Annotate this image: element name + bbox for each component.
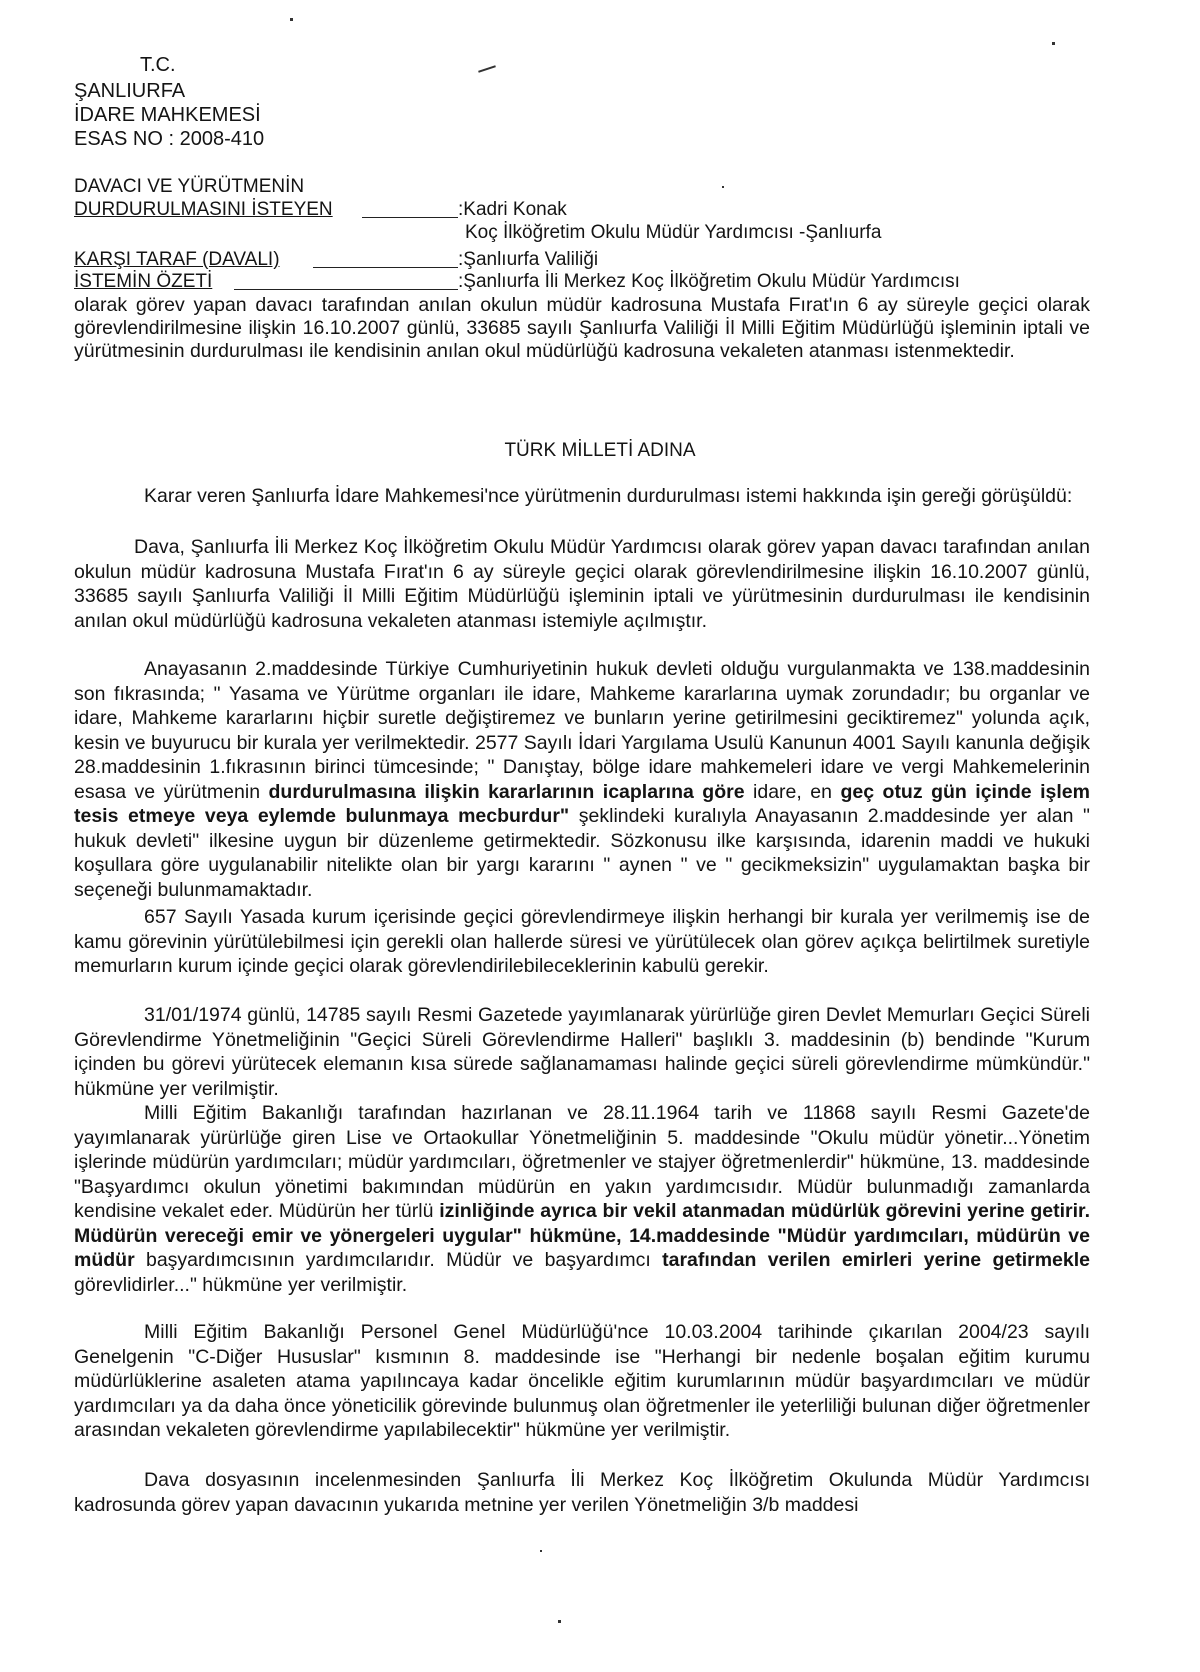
summary-label-rule: [234, 289, 458, 290]
paragraph-school-regulation-text-c: görevlidirler..." hükmüne yer verilmiştir.: [74, 1273, 408, 1296]
paragraph-constitution-text-c: şeklindeki kuralıyla Anayasanın 2.maddesinde yer alan " hukuk devleti" ilkesine uygun bir düzenleme getirmektedir. Sözkonusu ilke karşısında, idarenin maddi ve hukuki koşullara göre uygulanabilir nitelikte olan bir yargı kararını " aynen " ve " gecikmeksizin" uygulamaktan başka bir seçeneği bulunmamaktadır.: [74, 805, 1090, 901]
paragraph-school-regulation-bold-a: izinliğinde ayrıca bir vekil atanmadan müdürlük görevini yerine getirir. Müdürün vereceği emir ve yönergeleri uygular" hükmüne, 14.maddesinde "Müdür yardımcıları, müdürün ve müdür: [74, 1200, 1090, 1271]
scan-speck: [540, 1550, 542, 1552]
summary-first-line: :Şanlıurfa İli Merkez Koç İlköğretim Okulu Müdür Yardımcısı: [458, 271, 960, 292]
defendant-label-rule: [313, 267, 458, 268]
paragraph-school-regulation: [74, 1101, 1090, 1297]
paragraph-law-657: 657 Sayılı Yasada kurum içerisinde geçici görevlendirmeye ilişkin herhangi bir kurala yer verilmemiş ise de kamu görevinin yürütülebilmesi için gerekli olan hallerde süresi ve yürütülecek olan görev açıkça belirtilmek suretiyle memurların kurum içinde geçici olarak görevlendirilebileceklerinin kabulü gerekir.: [74, 906, 1090, 977]
defendant-name: :Şanlıurfa Valiliği: [458, 249, 599, 270]
summary-text: olarak görev yapan davacı tarafından anılan okulun müdür kadrosuna Mustafa Fırat'ın 6 ay süreyle geçici olarak görevlendirilmesine ilişkin 16.10.2007 günlü, 33685 sayılı Şanlıurfa Valiliği İl Milli Eğitim Müdürlüğü işleminin iptali ve yürütmesinin durdurulması ile kendisinin anılan okul müdürlüğü kadrosuna vekaleten atanması istenmektedir.: [74, 294, 1090, 362]
header-tc: T.C.: [140, 54, 176, 76]
paragraph-file-review: Dava dosyasının incelenmesinden Şanlıurfa İli Merkez Koç İlköğretim Okulunda Müdür Yardımcısı kadrosunda görev yapan davacının yukarıda metnine yer verilen Yönetmeliğin 3/b maddesi: [74, 1469, 1090, 1516]
scan-speck: [722, 186, 724, 188]
plaintiff-title: Koç İlköğretim Okulu Müdür Yardımcısı -Şanlıurfa: [465, 222, 882, 243]
paragraph-regulation-1974: 31/01/1974 günlü, 14785 sayılı Resmi Gazetede yayımlanarak yürürlüğe giren Devlet Memurları Geçici Süreli Görevlendirme Yönetmeliğinin "Geçici Süreli Görevlendirme Halleri" başlıklı 3. maddesinin (b) bendinde "Kurum içinden bu görevi yürütecek elemanın kısa sürede sağlanamaması halinde geçici süreli görevlendirme mümkündür." hükmüne yer verilmiştir.: [74, 1004, 1090, 1100]
verdict-heading: TÜRK MİLLETİ ADINA: [504, 440, 696, 461]
plaintiff-label-line1: DAVACI VE YÜRÜTMENİN: [74, 176, 305, 197]
scan-mark: [478, 65, 496, 72]
paragraph-constitution: [74, 657, 1090, 902]
header-city: ŞANLIURFA: [74, 80, 186, 102]
scan-speck: [290, 18, 293, 21]
header-court: İDARE MAHKEMESİ: [74, 104, 261, 126]
paragraph-constitution-text-b: idare, en: [744, 780, 841, 803]
plaintiff-label-line2: DURDURULMASINI İSTEYEN: [74, 199, 333, 220]
paragraph-constitution-bold-a: durdurulmasına ilişkin kararlarının icaplarına göre: [268, 780, 745, 803]
header-case-number: ESAS NO : 2008-410: [74, 128, 265, 150]
plaintiff-name: :Kadri Konak: [458, 199, 567, 220]
paragraph-circular: Milli Eğitim Bakanlığı Personel Genel Müdürlüğü'nce 10.03.2004 tarihinde çıkarılan 2004/23 sayılı Genelgenin "C-Diğer Hususlar" kısmının 8. maddesinde ise "Herhangi bir nedenle boşalan eğitim kurumu müdürlüklerine asaleten atama yapılıncaya kadar öncelikle eğitim kurumlarının müdür başyardımcıları ve müdür yardımcıları ya da daha önce yöneticilik görevinde bulunmuş olan öğretmenler ile yeterliliği bulunan diğer öğretmenler arasından vekaleten görevlendirme yapılabilecektir" hükmüne yer verilmiştir.: [74, 1321, 1090, 1441]
paragraph-constitution-bold-b: geç otuz gün içinde işlem tesis etmeye veya eylemde bulunmaya mecburdur": [74, 780, 1090, 827]
scan-speck: [558, 1620, 561, 1623]
paragraph-school-regulation-bold-b: tarafından verilen emirleri yerine getirmekle: [662, 1249, 1090, 1271]
paragraph-intro: Karar veren Şanlıurfa İdare Mahkemesi'nce yürütmenin durdurulması istemi hakkında işin gereği görüşüldü:: [144, 485, 1073, 507]
scan-speck: [1052, 42, 1055, 45]
paragraph-school-regulation-text-a: Milli Eğitim Bakanlığı tarafından hazırlanan ve 28.11.1964 tarih ve 11868 sayılı Resmi Gazete'de yayımlanarak yürürlüğe giren Lise ve Ortaokullar Yönetmeliğinin 5. maddesinde "Okulu müdür yönetir...Yönetim işlerinde müdürün yardımcıları; müdür yardımcıları, öğretmenler ve stajyer öğretmenlerdir" hükmüne, 13. maddesinde "Başyardımcı okulun yönetimi bakımından müdürün en yakın yardımcısıdır. Müdür bulunmadığı zamanlarda kendisine vekalet eder. Müdürün her türlü: [74, 1102, 1090, 1222]
summary-label: İSTEMİN ÖZETİ: [74, 271, 213, 292]
paragraph-school-regulation-text-b: başyardımcısının yardımcılarıdır. Müdür ve başyardımcı: [134, 1249, 663, 1271]
paragraph-case: Dava, Şanlıurfa İli Merkez Koç İlköğretim Okulu Müdür Yardımcısı olarak görev yapan davacı tarafından anılan okulun müdür kadrosuna Mustafa Fırat'ın 6 ay süreyle geçici olarak görevlendirilmesine ilişkin 16.10.2007 günlü, 33685 sayılı Şanlıurfa Valiliği İl Milli Eğitim Müdürlüğü işleminin iptali ve yürütmesinin durdurulması ile kendisinin anılan okul müdürlüğü kadrosuna vekaleten atanması istemiyle açılmıştır.: [74, 536, 1090, 632]
paragraph-constitution-text-a: Anayasanın 2.maddesinde Türkiye Cumhuriyetinin hukuk devleti olduğu vurgulanmakta ve 138.maddesinin son fıkrasında; " Yasama ve Yürütme organları ile idare, Mahkeme kararlarına uymak zorundadır; bu organlar ve idare, Mahkeme kararlarını hiçbir suretle değiştiremez ve bunların yerine getirilmesini geciktiremez" yolunda açık, kesin ve buyurucu bir kurala yer verilmektedir. 2577 Sayılı İdari Yargılama Usulü Kanunun 4001 Sayılı kanunla değişik 28.maddesinin 1.fıkrasının birinci tümcesinde; " Danıştay, bölge idare mahkemeleri idare ve vergi Mahkemelerinin esasa ve yürütmenin: [74, 658, 1090, 803]
defendant-label: KARŞI TARAF (DAVALI): [74, 249, 280, 270]
plaintiff-label-rule: [362, 217, 458, 218]
